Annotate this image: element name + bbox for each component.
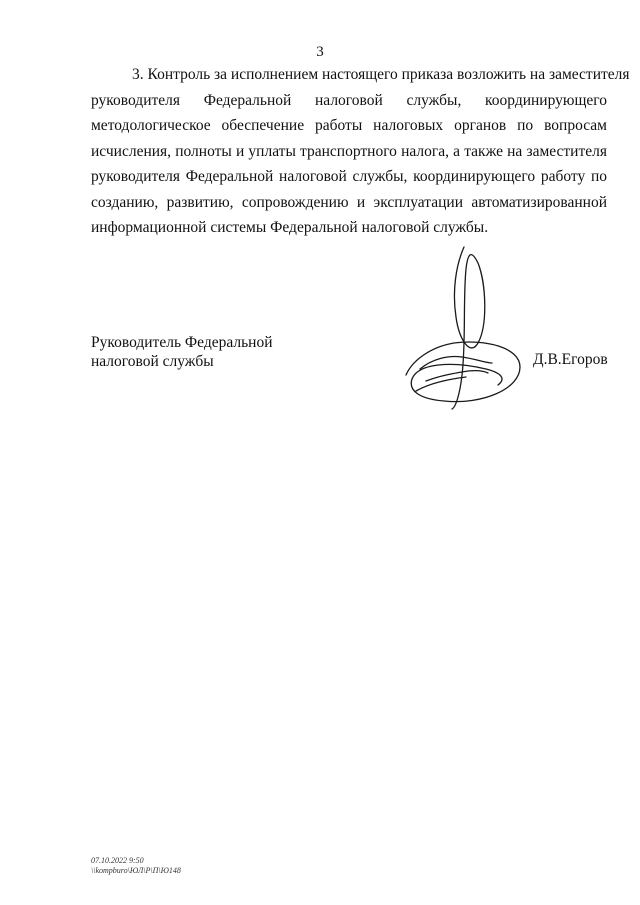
paragraph-line: методологическое обеспечение работы налоговых органов по вопросам	[91, 117, 607, 134]
paragraph-line: 3. Контроль за исполнением настоящего приказа возложить на заместителя	[132, 66, 630, 83]
paragraph-line: руководителя Федеральной налоговой службы, координирующего	[91, 91, 607, 109]
footer-timestamp: 07.10.2022 9:50	[91, 856, 144, 865]
signatory-title	[91, 333, 273, 371]
paragraph-3	[91, 62, 630, 241]
signatory-title-line: Руководитель Федеральной	[91, 334, 273, 351]
paragraph-line: информационной системы Федеральной налоговой службы.	[91, 219, 489, 236]
paragraph-line: руководителя Федеральной налоговой службы, координирующего работу по	[91, 168, 607, 185]
footer-file-path: \\kompburo\ЮЛ\Р\П\Ю148	[91, 866, 181, 875]
handwritten-signature	[402, 243, 532, 415]
document-footer	[91, 856, 181, 876]
signer-name: Д.В.Егоров	[533, 351, 608, 368]
paragraph-line: исчисления, полноты и уплаты транспортного налога, а также на заместителя	[91, 142, 607, 160]
signatory-title-line: налоговой службы	[91, 353, 214, 370]
page-number: 3	[316, 44, 324, 60]
paragraph-line: созданию, развитию, сопровождению и эксплуатации автоматизированной	[91, 193, 607, 211]
